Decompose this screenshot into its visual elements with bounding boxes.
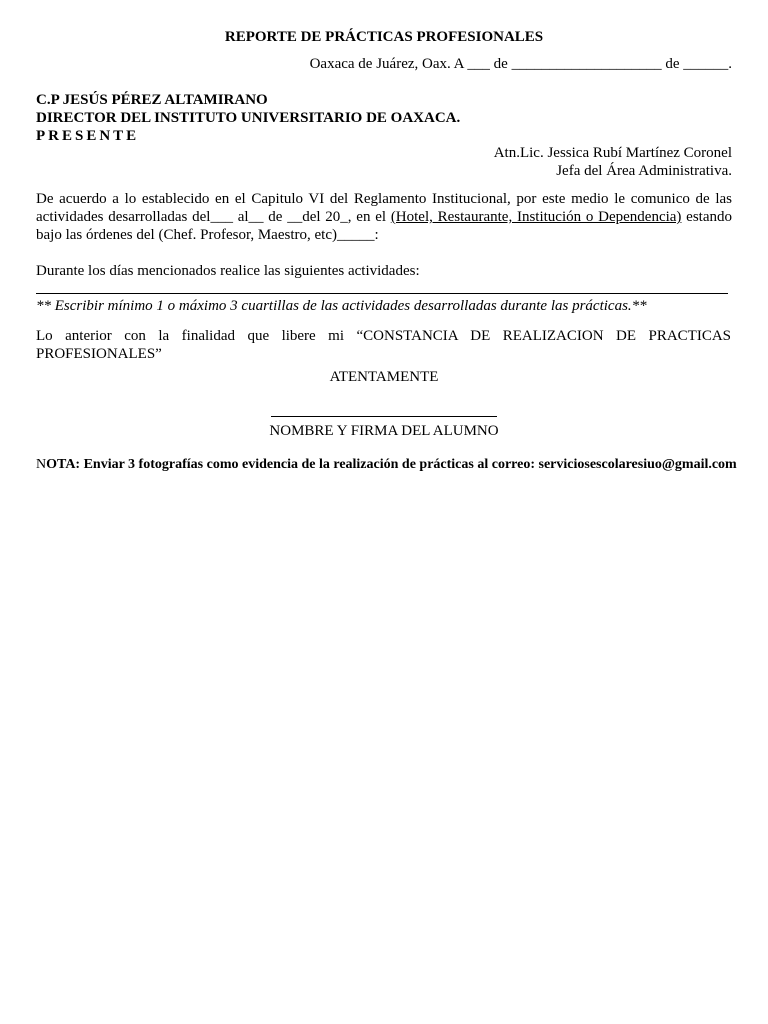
document-title: REPORTE DE PRÁCTICAS PROFESIONALES [224, 29, 544, 45]
signature-line [271, 416, 497, 417]
closing-atentamente: ATENTAMENTE [329, 369, 439, 385]
body-text-start: De acuerdo a lo establecido en el Capitulo VI del Reglamento Institucional, por este medio le comunico de las actividades desarrolladas del___ al__ de __del 20_, en el [36, 191, 732, 225]
finalidad-line-2: PROFESIONALES” [36, 346, 162, 362]
attention-block [494, 144, 732, 180]
addressee-position: DIRECTOR DEL INSTITUTO UNIVERSITARIO DE OAXACA. [36, 110, 461, 126]
attention-name: Atn.Lic. Jessica Rubí Martínez Coronel [493, 145, 732, 161]
addressee-presente: PRESENTE [36, 128, 140, 144]
finalidad-paragraph [36, 327, 731, 363]
horizontal-rule [36, 293, 728, 294]
activities-note: ** Escribir mínimo 1 o máximo 3 cuartillas de las actividades desarrolladas durante las prácticas.** [36, 298, 647, 314]
date-line: Oaxaca de Juárez, Oax. A ___ de ____________________ de ______. [309, 56, 732, 72]
addressee-name: C.P JESÚS PÉREZ ALTAMIRANO [36, 92, 268, 108]
nota-text: OTA: Enviar 3 fotografías como evidencia de la realización de prácticas al correo: serviciosescolaresiuo@gmail.com [46, 457, 737, 472]
body-underlined-place: (Hotel, Restaurante, Institución o Dependencia) [390, 209, 682, 225]
finalidad-line-1: Lo anterior con la finalidad que libere mi “CONSTANCIA DE REALIZACION DE PRACTICAS [36, 328, 731, 344]
body-text-end: estando bajo las órdenes del (Chef. Profesor, Maestro, etc)_____: [36, 209, 733, 243]
signature-label: NOMBRE Y FIRMA DEL ALUMNO [269, 423, 499, 439]
body-paragraph [36, 190, 732, 244]
nota-line [36, 456, 737, 474]
nota-first-letter: N [36, 457, 47, 472]
activities-intro: Durante los días mencionados realice las siguientes actividades: [36, 263, 420, 279]
attention-role: Jefa del Área Administrativa. [556, 163, 732, 179]
addressee-block [36, 91, 460, 145]
